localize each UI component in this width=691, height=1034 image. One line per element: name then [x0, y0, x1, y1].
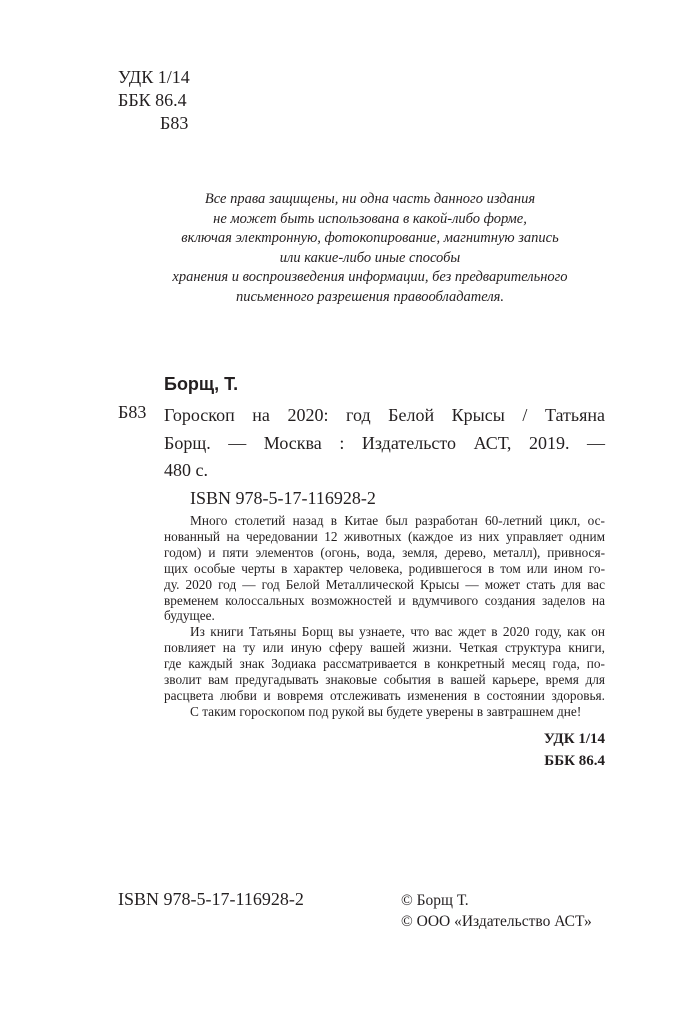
copyright-notice	[100, 190, 640, 308]
annotation-line: щих особые черты в характер человека, родившегося в том или ином го-	[164, 560, 605, 576]
author-mark: Б83	[160, 113, 189, 133]
annotation-bbk: ББК 86.4	[544, 753, 605, 769]
title-line: Гороскоп на 2020: год Белой Крысы / Татьяна	[164, 405, 605, 425]
copyright-line: или какие-либо иные способы	[279, 249, 461, 266]
annotation-line: ду. 2020 год — год Белой Металлической Крысы — может стать для вас	[164, 576, 605, 592]
record-author-mark: Б83	[118, 402, 147, 422]
annotation-codes	[544, 728, 605, 772]
classification-block	[118, 66, 190, 135]
annotation-line: будущее.	[164, 608, 215, 624]
annotation-line: С таким гороскопом под рукой вы будете уверены в завтрашнем дне!	[190, 703, 582, 719]
footer-rights	[401, 890, 592, 932]
title-line: Борщ. — Москва : Издательсто АСТ, 2019. —	[164, 432, 605, 453]
copyright-line: Все права защищены, ни одна часть данного издания	[204, 191, 536, 207]
annotation-line: расцвета любви и вовремя отслеживать изменения в состоянии здоровья.	[164, 687, 605, 703]
annotation-line: Много столетий назад в Китае был разработан 60-летний цикл, ос-	[190, 513, 605, 528]
record-author: Борщ, Т.	[164, 374, 239, 394]
copyright-line: не может быть использована в какой-либо форме,	[213, 210, 527, 227]
record-isbn: ISBN 978-5-17-116928-2	[190, 488, 376, 508]
annotation-line: Из книги Татьяны Борщ вы узнаете, что вас ждет в 2020 году, как он	[190, 624, 605, 640]
annotation	[164, 513, 605, 720]
annotation-line: нованный на чередовании 12 животных (каждое из них управляет одним	[164, 528, 605, 544]
footer-isbn: ISBN 978-5-17-116928-2	[118, 889, 304, 909]
title-line: 480 с.	[164, 460, 208, 480]
annotation-line: годом) и пяти элементов (огонь, вода, земля, дерево, металл), привнося-	[164, 544, 605, 560]
udk-code: УДК 1/14	[118, 67, 190, 87]
copyright-publisher: © ООО «Издательство АСТ»	[401, 913, 592, 930]
annotation-line: где каждый знак Зодиака рассматривается в конкретный месяц года, по-	[164, 656, 605, 672]
annotation-udk: УДК 1/14	[543, 731, 605, 747]
bbk-code: ББК 86.4	[118, 90, 187, 110]
copyright-line: включая электронную, фотокопирование, магнитную запись	[181, 230, 559, 247]
annotation-line: повлияет на ту или иную сферу вашей жизни. Четкая структура книги,	[164, 640, 605, 656]
annotation-line: зволит вам предугадывать знаковые события в вашей карьере, время для	[164, 672, 605, 688]
record-title	[164, 402, 605, 485]
copyright-author: © Борщ Т.	[401, 892, 469, 909]
annotation-line: временем колоссальных возможностей и вдумчивого создания заделов на	[164, 592, 605, 608]
copyright-line: письменного разрешения правообладателя.	[235, 288, 505, 305]
copyright-line: хранения и воспроизведения информации, без предварительного	[172, 269, 568, 286]
